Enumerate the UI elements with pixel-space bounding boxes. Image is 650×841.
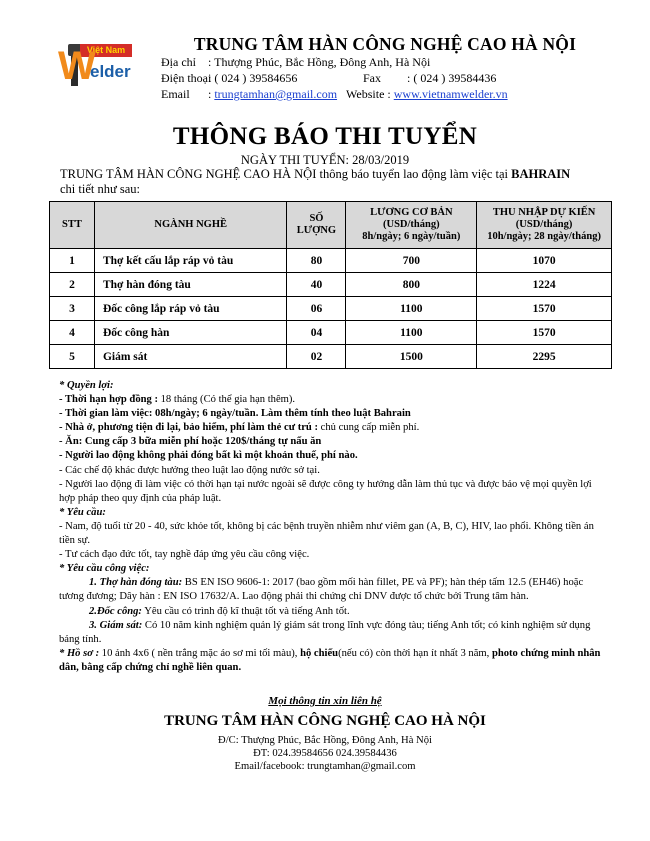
- cell-stt: 3: [50, 297, 95, 321]
- header-salary-line1: LƯƠNG CƠ BẢN: [370, 207, 453, 218]
- job-req-supervisor-text: Có 10 năm kinh nghiệm quản lý giám sát trong lĩnh vực đóng tàu; tiếng Anh tốt; có kinh nghiệm sử dụng bảng tính.: [59, 619, 591, 645]
- logo-word: elder: [90, 62, 131, 81]
- cell-salary: 1100: [346, 297, 477, 321]
- email-label: Email: [161, 87, 190, 101]
- documents-text-b: 4x6 ( nền trắng mặc áo sơ mi tối màu),: [132, 647, 301, 659]
- job-table: [49, 201, 612, 369]
- documents-text-c: hộ chiếu: [300, 647, 339, 659]
- job-req-supervisor-label: 3. Giám sát:: [89, 619, 143, 631]
- cell-qty: 04: [287, 321, 346, 345]
- header-org-name: TRUNG TÂM HÀN CÔNG NGHỆ CAO HÀ NỘI: [193, 34, 577, 54]
- header-address-row: [161, 55, 430, 70]
- header-phone-row: [161, 71, 496, 86]
- job-requirements-heading: * Yêu cầu công việc:: [59, 563, 150, 575]
- phone-label: Điện thoại: [161, 71, 212, 85]
- job-req-supervisor: [59, 619, 604, 647]
- cell-qty: 06: [287, 297, 346, 321]
- benefit-contract-text: 18 tháng (Có thể gia hạn thêm).: [157, 394, 296, 406]
- documents-paragraph: [59, 647, 604, 675]
- header-email-row: [161, 87, 508, 102]
- cell-stt: 5: [50, 345, 95, 369]
- intro-text: TRUNG TÂM HÀN CÔNG NGHỆ CAO HÀ NỘI thông báo tuyển lao động làm việc tại: [60, 167, 508, 181]
- documents-text-e: photo chứng minh nhân dân, bằng cấp chứng chỉ nghề liên quan.: [59, 647, 601, 673]
- header-stt: STT: [50, 202, 95, 249]
- benefit-hours-text: 08h/ngày; 6 ngày/tuần. Làm thêm tính theo luật Bahrain: [152, 408, 411, 420]
- header-qty-line1: SỐ: [309, 213, 324, 224]
- email-colon: :: [208, 87, 212, 101]
- documents-text-a: 10 ảnh: [99, 647, 133, 659]
- header-salary: [346, 202, 477, 249]
- cell-stt: 2: [50, 273, 95, 297]
- footer-org-name: TRUNG TÂM HÀN CÔNG NGHỆ CAO HÀ NỘI: [164, 713, 486, 729]
- header-job: NGÀNH NGHỀ: [94, 202, 287, 249]
- cell-income: 1224: [477, 273, 612, 297]
- details-section: [59, 379, 604, 675]
- page-title: THÔNG BÁO THI TUYỂN: [172, 123, 478, 150]
- table-row: [50, 345, 612, 369]
- header-salary-line2: (USD/tháng): [383, 219, 440, 230]
- intro-paragraph: [60, 167, 600, 197]
- phone-value: : ( 024 ) 39584656: [208, 71, 298, 85]
- benefits-heading: * Quyền lợi:: [59, 380, 114, 391]
- cell-salary: 1500: [346, 345, 477, 369]
- header-salary-line3: 8h/ngày; 6 ngày/tuần): [362, 231, 461, 242]
- intro-tail: chi tiết như sau:: [60, 182, 141, 196]
- header-qty-line2: LƯỢNG: [296, 225, 337, 236]
- benefit-meals: - Ăn: Cung cấp 3 bữa miễn phí hoặc 120$/tháng tự nấu ăn: [59, 436, 322, 448]
- requirement-health: - Nam, độ tuổi từ 20 - 40, sức khỏe tốt, không bị các bệnh truyền nhiễm như viêm gan (A, B, C), HIV, lao phổi. Không tiền án tiền sự.: [59, 520, 594, 547]
- header-qty: [287, 202, 346, 249]
- job-req-welder: [59, 576, 604, 604]
- cell-job: Thợ hàn đóng tàu: [94, 273, 287, 297]
- job-req-welder-text: BS EN ISO 9606-1: 2017 (bao gồm mối hàn fillet, PE và PF); hàn thép tấm 12.5 (EH46) hoặc tương đương; Dây hàn : EN ISO 17632/A. Lao động phải thi chứng chỉ DNV được tổ chức bởi Trung tâm hàn.: [59, 577, 584, 603]
- cell-stt: 4: [50, 321, 95, 345]
- cell-job: Thợ kết cấu lắp ráp vỏ tàu: [94, 249, 287, 273]
- address-value: : Thượng Phúc, Bắc Hồng, Đông Anh, Hà Nội: [208, 55, 431, 69]
- cell-qty: 02: [287, 345, 346, 369]
- benefit-contract-label: - Thời hạn hợp đồng :: [59, 394, 158, 406]
- website-link[interactable]: www.vietnamwelder.vn: [393, 87, 508, 101]
- cell-job: Đốc công hàn: [94, 321, 287, 345]
- fax-value: : ( 024 ) 39584436: [407, 71, 497, 85]
- requirements-heading: * Yêu cầu:: [59, 506, 106, 518]
- footer-email: Email/facebook: trungtamhan@gmail.com: [234, 761, 416, 772]
- logo-flag-text: Việt Nam: [80, 44, 132, 57]
- cell-qty: 40: [287, 273, 346, 297]
- footer-phones: ĐT: 024.39584656 024.39584436: [253, 748, 397, 759]
- job-req-welder-label: 1. Thợ hàn đóng tàu:: [89, 577, 183, 589]
- benefit-hours-label: - Thời gian làm việc:: [59, 408, 153, 420]
- header-income-line1: THU NHẬP DỰ KIẾN: [492, 207, 596, 218]
- cell-job: Giám sát: [94, 345, 287, 369]
- benefit-tax: - Người lao động không phải đóng bất kì một khoản thuế, phí nào.: [59, 450, 358, 462]
- benefit-legal: - Người lao động đi làm việc có thời hạn tại nước ngoài sẽ được công ty hướng dẫn làm thủ tục và được bảo vệ mọi quyền lợi hợp pháp theo quy định của pháp luật.: [59, 478, 592, 504]
- table-row: [50, 249, 612, 273]
- benefit-housing-label: - Nhà ở, phương tiện đi lại, bảo hiểm, phí làm thẻ cư trú :: [59, 422, 319, 434]
- cell-income: 1070: [477, 249, 612, 273]
- benefit-housing-text: chủ cung cấp miễn phí.: [318, 422, 420, 434]
- table-row: [50, 273, 612, 297]
- header-income-line3: 10h/ngày; 28 ngày/tháng): [487, 231, 601, 242]
- cell-income: 1570: [477, 297, 612, 321]
- cell-qty: 80: [287, 249, 346, 273]
- logo-letter: W: [58, 44, 96, 88]
- intro-country: BAHRAIN: [511, 167, 571, 181]
- table-header-row: [50, 202, 612, 249]
- vietnam-welder-logo: [58, 38, 156, 96]
- website-label: Website :: [346, 87, 391, 101]
- documents-heading: * Hồ sơ :: [59, 647, 100, 659]
- job-req-foreman: [59, 605, 604, 619]
- documents-text-d: (nếu có) còn thời hạn ít nhất 3 năm,: [338, 647, 492, 659]
- table-row: [50, 321, 612, 345]
- cell-stt: 1: [50, 249, 95, 273]
- email-link[interactable]: trungtamhan@gmail.com: [214, 87, 338, 101]
- footer-address: Đ/C: Thượng Phúc, Bắc Hồng, Đông Anh, Hà Nội: [218, 735, 432, 746]
- job-req-foreman-label: 2.Đốc công:: [89, 605, 142, 617]
- benefit-hours: [59, 407, 604, 421]
- address-label: Địa chỉ: [161, 55, 196, 69]
- cell-salary: 1100: [346, 321, 477, 345]
- benefit-housing: [59, 421, 604, 435]
- header-income: [477, 202, 612, 249]
- benefit-contract: [59, 393, 604, 407]
- cell-income: 2295: [477, 345, 612, 369]
- cell-job: Đốc công lắp ráp vỏ tàu: [94, 297, 287, 321]
- exam-date: NGÀY THI TUYỂN: 28/03/2019: [240, 153, 410, 167]
- cell-salary: 700: [346, 249, 477, 273]
- table-row: [50, 297, 612, 321]
- cell-income: 1570: [477, 321, 612, 345]
- contact-note: Mọi thông tin xin liên hệ: [268, 695, 382, 707]
- benefit-other: - Các chế độ khác được hưởng theo luật lao động nước sở tại.: [59, 464, 320, 476]
- job-req-foreman-text: Yêu cầu có trình độ kĩ thuật tốt và tiếng Anh tốt.: [141, 605, 350, 617]
- requirement-conduct: - Tư cách đạo đức tốt, tay nghề đáp ứng yêu cầu công việc.: [59, 549, 310, 561]
- cell-salary: 800: [346, 273, 477, 297]
- fax-label: Fax: [363, 71, 381, 85]
- header-income-line2: (USD/tháng): [515, 219, 573, 230]
